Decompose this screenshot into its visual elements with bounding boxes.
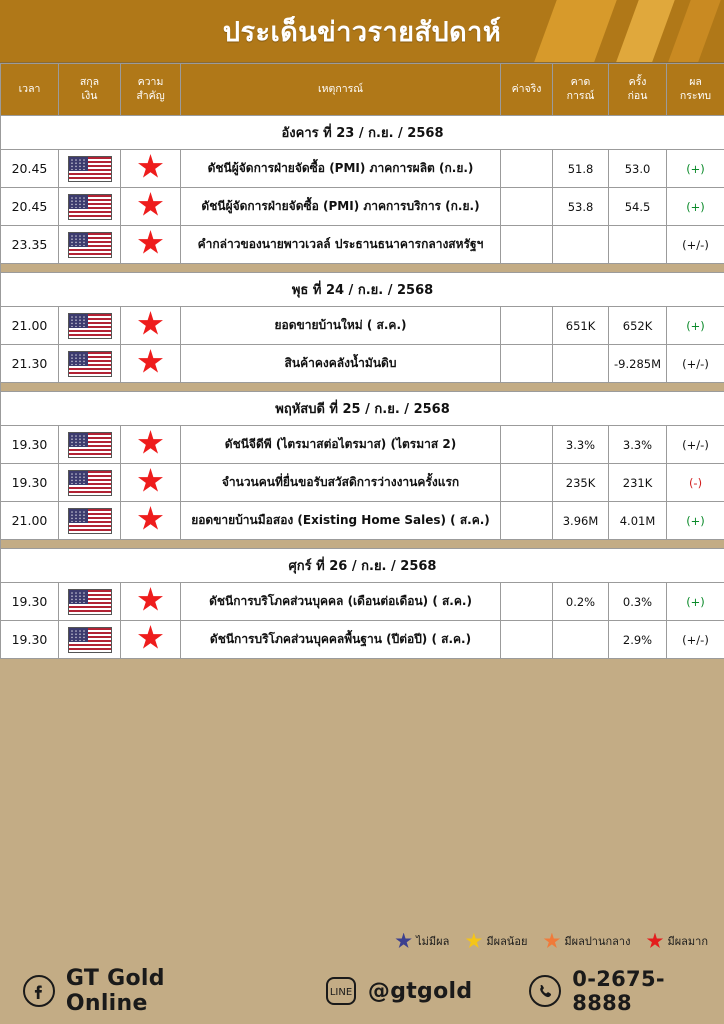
cell-actual — [501, 502, 553, 540]
us-flag-icon — [68, 589, 112, 615]
cell-time: 19.30 — [1, 464, 59, 502]
cell-previous — [609, 226, 667, 264]
table-row — [1, 307, 724, 345]
col-header-previous-line2: ก่อน — [627, 89, 648, 102]
us-flag-icon — [68, 194, 112, 220]
day-spacer — [1, 383, 724, 392]
cell-forecast: 53.8 — [553, 188, 609, 226]
importance-star-icon — [138, 430, 164, 456]
cell-time: 19.30 — [1, 426, 59, 464]
cell-event: ดัชนีการบริโภคส่วนบุคคล (เดือนต่อเดือน) ( ส.ค.) — [181, 583, 501, 621]
legend-star-icon — [395, 933, 412, 950]
legend-star-icon — [465, 933, 482, 950]
legend-label: มีผลน้อย — [486, 935, 528, 948]
cell-importance — [121, 188, 181, 226]
cell-forecast: 235K — [553, 464, 609, 502]
cell-event: ดัชนีผู้จัดการฝ่ายจัดซื้อ (PMI) ภาคการบริการ (ก.ย.) — [181, 188, 501, 226]
footer-phone[interactable] — [528, 967, 724, 1015]
cell-currency — [59, 345, 121, 383]
cell-event: ยอดขายบ้านใหม่ ( ส.ค.) — [181, 307, 501, 345]
cell-actual — [501, 583, 553, 621]
cell-time: 20.45 — [1, 150, 59, 188]
cell-previous: 2.9% — [609, 621, 667, 659]
cell-previous: -9.285M — [609, 345, 667, 383]
table-row — [1, 345, 724, 383]
cell-importance — [121, 583, 181, 621]
page-header — [0, 0, 724, 62]
table-row — [1, 464, 724, 502]
col-header-forecast — [553, 64, 609, 116]
cell-time: 21.00 — [1, 502, 59, 540]
cell-forecast — [553, 345, 609, 383]
cell-impact: (+) — [667, 188, 724, 226]
importance-star-icon — [138, 587, 164, 613]
importance-star-icon — [138, 625, 164, 651]
cell-event: สินค้าคงคลังน้ำมันดิบ — [181, 345, 501, 383]
line-icon — [324, 974, 358, 1008]
col-header-forecast-line2: การณ์ — [566, 89, 595, 102]
day-spacer — [1, 264, 724, 273]
col-header-time: เวลา — [1, 64, 59, 116]
cell-impact: (+/-) — [667, 226, 724, 264]
importance-star-icon — [138, 349, 164, 375]
cell-time: 21.30 — [1, 345, 59, 383]
cell-currency — [59, 150, 121, 188]
importance-star-icon — [138, 468, 164, 494]
date-heading-row — [1, 273, 724, 307]
footer-facebook[interactable] — [22, 966, 254, 1016]
cell-currency — [59, 502, 121, 540]
col-header-forecast-line1: คาด — [570, 76, 591, 89]
date-heading-row — [1, 392, 724, 426]
importance-star-icon — [138, 230, 164, 256]
table-row — [1, 583, 724, 621]
legend-label: ไม่มีผล — [416, 935, 450, 948]
cell-actual — [501, 150, 553, 188]
cell-forecast: 651K — [553, 307, 609, 345]
cell-importance — [121, 307, 181, 345]
col-header-impact — [667, 64, 724, 116]
cell-currency — [59, 426, 121, 464]
date-heading: พฤหัสบดี ที่ 25 / ก.ย. / 2568 — [1, 392, 724, 426]
cell-time: 20.45 — [1, 188, 59, 226]
cell-currency — [59, 226, 121, 264]
phone-number: 0-2675-8888 — [572, 967, 665, 1015]
cell-impact: (+/-) — [667, 426, 724, 464]
table-row — [1, 150, 724, 188]
cell-time: 23.35 — [1, 226, 59, 264]
cell-forecast — [553, 621, 609, 659]
facebook-handle: GT Gold Online — [65, 966, 165, 1016]
cell-previous: 53.0 — [609, 150, 667, 188]
col-header-importance — [121, 64, 181, 116]
table-row — [1, 188, 724, 226]
col-header-event: เหตุการณ์ — [181, 64, 501, 116]
cell-forecast: 51.8 — [553, 150, 609, 188]
us-flag-icon — [68, 351, 112, 377]
cell-previous: 54.5 — [609, 188, 667, 226]
col-header-importance-line1: ความ — [137, 76, 164, 89]
cell-previous: 652K — [609, 307, 667, 345]
col-header-previous — [609, 64, 667, 116]
col-header-previous-line1: ครั้ง — [628, 76, 647, 89]
legend-item — [543, 932, 630, 950]
cell-impact: (+/-) — [667, 345, 724, 383]
cell-event: จำนวนคนที่ยื่นขอรับสวัสดิการว่างงานครั้งแรก — [181, 464, 501, 502]
cell-actual — [501, 464, 553, 502]
cell-event: คำกล่าวของนายพาวเวลล์ ประธานธนาคารกลางสหรัฐฯ — [181, 226, 501, 264]
date-heading: อังคาร ที่ 23 / ก.ย. / 2568 — [1, 116, 724, 150]
col-header-currency-line2: เงิน — [81, 89, 98, 102]
table-header-row — [1, 64, 724, 116]
importance-star-icon — [138, 311, 164, 337]
cell-actual — [501, 426, 553, 464]
cell-impact: (+) — [667, 502, 724, 540]
cell-importance — [121, 426, 181, 464]
cell-forecast: 3.3% — [553, 426, 609, 464]
cell-previous: 3.3% — [609, 426, 667, 464]
cell-impact: (-) — [667, 464, 724, 502]
us-flag-icon — [68, 232, 112, 258]
us-flag-icon — [68, 156, 112, 182]
col-header-impact-line2: กระทบ — [679, 89, 712, 102]
cell-event: ดัชนีผู้จัดการฝ่ายจัดซื้อ (PMI) ภาคการผลิต (ก.ย.) — [181, 150, 501, 188]
phone-icon — [528, 974, 562, 1008]
us-flag-icon — [68, 627, 112, 653]
footer-line[interactable] — [324, 974, 473, 1008]
impact-legend — [0, 932, 724, 950]
cell-importance — [121, 621, 181, 659]
cell-importance — [121, 345, 181, 383]
date-heading-row — [1, 549, 724, 583]
svg-text:LINE: LINE — [329, 987, 353, 998]
cell-previous: 4.01M — [609, 502, 667, 540]
cell-actual — [501, 188, 553, 226]
facebook-icon — [22, 974, 56, 1008]
cell-previous: 231K — [609, 464, 667, 502]
legend-star-icon — [646, 933, 663, 950]
col-header-importance-line2: สำคัญ — [136, 89, 165, 102]
col-header-currency — [59, 64, 121, 116]
cell-event: ยอดขายบ้านมือสอง (Existing Home Sales) ( ส.ค.) — [181, 502, 501, 540]
line-handle: @gtgold — [367, 978, 473, 1004]
cell-importance — [121, 502, 181, 540]
page-title: ประเด็นข่าวรายสัปดาห์ — [222, 16, 502, 48]
col-header-currency-line1: สกุล — [79, 76, 100, 89]
us-flag-icon — [68, 470, 112, 496]
cell-forecast: 0.2% — [553, 583, 609, 621]
cell-forecast: 3.96M — [553, 502, 609, 540]
cell-event: ดัชนีจีดีพี (ไตรมาสต่อไตรมาส) (ไตรมาส 2) — [181, 426, 501, 464]
legend-label: มีผลมาก — [667, 935, 708, 948]
us-flag-icon — [68, 432, 112, 458]
table-row — [1, 426, 724, 464]
importance-star-icon — [138, 192, 164, 218]
legend-label: มีผลปานกลาง — [564, 935, 631, 948]
table-row — [1, 621, 724, 659]
importance-star-icon — [138, 154, 164, 180]
cell-currency — [59, 464, 121, 502]
cell-impact: (+) — [667, 583, 724, 621]
legend-star-icon — [543, 933, 560, 950]
cell-time: 21.00 — [1, 307, 59, 345]
cell-importance — [121, 226, 181, 264]
legend-item — [465, 932, 527, 950]
cell-actual — [501, 226, 553, 264]
cell-previous: 0.3% — [609, 583, 667, 621]
date-heading: พุธ ที่ 24 / ก.ย. / 2568 — [1, 273, 724, 307]
col-header-actual: ค่าจริง — [501, 64, 553, 116]
date-heading-row — [1, 116, 724, 150]
date-heading: ศุกร์ ที่ 26 / ก.ย. / 2568 — [1, 549, 724, 583]
cell-time: 19.30 — [1, 583, 59, 621]
day-spacer — [1, 540, 724, 549]
cell-impact: (+) — [667, 307, 724, 345]
importance-star-icon — [138, 506, 164, 532]
table-row — [1, 502, 724, 540]
cell-importance — [121, 464, 181, 502]
cell-currency — [59, 621, 121, 659]
cell-impact: (+/-) — [667, 621, 724, 659]
cell-currency — [59, 188, 121, 226]
cell-impact: (+) — [667, 150, 724, 188]
legend-item — [646, 932, 708, 950]
schedule-table-wrapper — [0, 62, 724, 659]
table-row — [1, 226, 724, 264]
cell-time: 19.30 — [1, 621, 59, 659]
cell-actual — [501, 307, 553, 345]
economic-calendar-table — [0, 63, 724, 659]
legend-item — [395, 932, 449, 950]
cell-event: ดัชนีการบริโภคส่วนบุคคลพื้นฐาน (ปีต่อปี) ( ส.ค.) — [181, 621, 501, 659]
page-footer — [0, 958, 724, 1024]
us-flag-icon — [68, 508, 112, 534]
table-body — [1, 116, 724, 659]
cell-actual — [501, 621, 553, 659]
cell-forecast — [553, 226, 609, 264]
us-flag-icon — [68, 313, 112, 339]
cell-importance — [121, 150, 181, 188]
cell-currency — [59, 583, 121, 621]
cell-currency — [59, 307, 121, 345]
cell-actual — [501, 345, 553, 383]
col-header-impact-line1: ผล — [689, 76, 702, 89]
